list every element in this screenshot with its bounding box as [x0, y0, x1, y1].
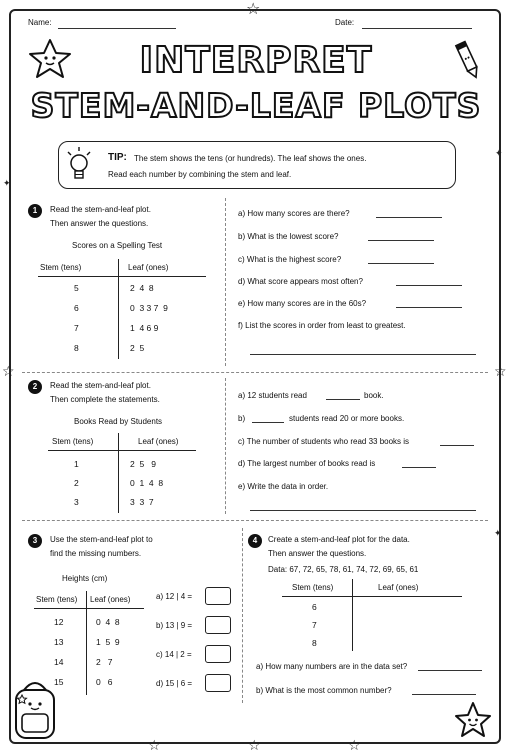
q2-header-rule — [48, 450, 196, 451]
q2-leaf: 0 1 4 8 — [130, 478, 164, 488]
q2-leaf: 2 5 9 — [130, 459, 156, 469]
q3-leaf-header: Leaf (ones) — [90, 595, 131, 604]
tip-box — [58, 141, 456, 189]
star-icon: ✦ — [3, 179, 11, 189]
q2-statement: e) Write the data in order. — [238, 482, 329, 491]
q2-statement: a) 12 students read — [238, 391, 307, 400]
q3-header-rule — [34, 608, 144, 609]
q1-question: e) How many scores are in the 60s? — [238, 299, 367, 308]
q3-answer-box[interactable] — [205, 645, 231, 663]
lightbulb-icon — [64, 146, 94, 186]
q4-stem: 6 — [312, 602, 317, 612]
q3-leaf: 2 7 — [96, 657, 113, 667]
name-line[interactable] — [58, 28, 176, 29]
section-divider — [225, 198, 226, 366]
title-line-1: INTERPRET — [139, 40, 373, 81]
q1-stem: 5 — [74, 283, 79, 293]
q3-stem: 15 — [54, 677, 64, 687]
q1-stem-header: Stem (tens) — [40, 263, 82, 272]
q1-question: d) What score appears most often? — [238, 277, 363, 286]
q3-stem-header: Stem (tens) — [36, 595, 78, 604]
star-icon: ☆ — [494, 364, 507, 380]
q2-blank[interactable] — [326, 399, 360, 400]
question-number-3: 3 — [28, 534, 42, 548]
star-icon: ☆ — [348, 738, 361, 754]
q3-stem-rule — [86, 591, 87, 695]
question-number-2: 2 — [28, 380, 42, 394]
q2-leaf: 3 3 7 — [130, 497, 154, 507]
q3-stem: 13 — [54, 637, 64, 647]
q4-answer-line[interactable] — [412, 694, 476, 695]
q1-question: f) List the scores in order from least to greatest. — [238, 321, 406, 330]
q1-answer-line[interactable] — [368, 240, 434, 241]
q1-question: c) What is the highest score? — [238, 255, 342, 264]
q3-leaf: 0 4 8 — [96, 617, 120, 627]
backpack-icon — [8, 678, 62, 742]
q4-instruction: Create a stem-and-leaf plot for the data. — [268, 535, 410, 544]
q2-stem: 1 — [74, 459, 79, 469]
q3-item: b) 13 | 9 = — [156, 621, 193, 630]
q2-table-title: Books Read by Students — [74, 417, 163, 426]
name-label: Name: — [28, 18, 52, 27]
q4-header-rule — [282, 596, 462, 597]
q2-statement: book. — [364, 391, 384, 400]
q1-answer-line[interactable] — [250, 354, 476, 355]
q1-stem: 8 — [74, 343, 79, 353]
q1-stem: 7 — [74, 323, 79, 333]
q2-blank[interactable] — [402, 467, 436, 468]
q3-item: d) 15 | 6 = — [156, 679, 193, 688]
section-divider — [242, 528, 243, 703]
q3-table-title: Heights (cm) — [62, 574, 108, 583]
q4-stem-header: Stem (tens) — [292, 583, 334, 592]
q3-leaf: 1 5 9 — [96, 637, 120, 647]
smiling-star-icon — [452, 700, 494, 740]
q1-leaf: 2 4 8 — [130, 283, 154, 293]
q2-statement: d) The largest number of books read is — [238, 459, 376, 468]
question-number-1: 1 — [28, 204, 42, 218]
q3-answer-box[interactable] — [205, 616, 231, 634]
q2-blank[interactable] — [440, 445, 474, 446]
star-icon: ✦ — [495, 149, 503, 159]
star-icon: ☆ — [246, 0, 261, 18]
q1-table-title: Scores on a Spelling Test — [72, 241, 163, 250]
q1-leaf: 0 3 3 7 9 — [130, 303, 168, 313]
star-icon: ☆ — [148, 738, 161, 754]
date-line[interactable] — [362, 28, 472, 29]
q3-stem: 12 — [54, 617, 64, 627]
q1-leaf: 1 4 6 9 — [130, 323, 159, 333]
star-icon: ☆ — [248, 738, 261, 754]
q1-leaf: 2 5 — [130, 343, 145, 353]
q1-answer-line[interactable] — [396, 307, 462, 308]
q2-blank[interactable] — [252, 422, 284, 423]
q4-stem: 7 — [312, 620, 317, 630]
q2-stem: 3 — [74, 497, 79, 507]
tip-line-2: Read each number by combining the stem and leaf. — [108, 170, 292, 179]
section-divider — [22, 372, 488, 373]
q4-answer-line[interactable] — [418, 670, 482, 671]
q1-leaf-header: Leaf (ones) — [128, 263, 169, 272]
q4-stem: 8 — [312, 638, 317, 648]
q1-stem-rule — [118, 259, 119, 359]
q2-instruction: Then complete the statements. — [50, 395, 160, 404]
q3-item: a) 12 | 4 = — [156, 592, 193, 601]
star-icon: ☆ — [2, 364, 15, 380]
q2-stem-rule — [118, 433, 119, 513]
q4-instruction: Then answer the questions. — [268, 549, 367, 558]
star-icon: ✦ — [494, 529, 502, 539]
q3-answer-box[interactable] — [205, 674, 231, 692]
q2-statement: c) The number of students who read 33 books is — [238, 437, 410, 446]
q1-answer-line[interactable] — [368, 263, 434, 264]
q1-question: a) How many scores are there? — [238, 209, 350, 218]
q2-statement: students read 20 or more books. — [289, 414, 405, 423]
q4-stem-rule — [352, 579, 353, 651]
date-label: Date: — [335, 18, 355, 27]
q3-item: c) 14 | 2 = — [156, 650, 192, 659]
q2-instruction: Read the stem-and-leaf plot. — [50, 381, 151, 390]
q2-leaf-header: Leaf (ones) — [138, 437, 179, 446]
section-divider — [225, 378, 226, 514]
q3-leaf: 0 6 — [96, 677, 113, 687]
q1-stem: 6 — [74, 303, 79, 313]
tip-line-1: The stem shows the tens (or hundreds). The leaf shows the ones. — [134, 154, 367, 163]
q3-instruction: Use the stem-and-leaf plot to — [50, 535, 153, 544]
q4-leaf-header: Leaf (ones) — [378, 583, 419, 592]
q3-stem: 14 — [54, 657, 64, 667]
section-divider — [22, 520, 488, 521]
title-line-2: STEM-AND-LEAF PLOTS — [30, 86, 482, 125]
question-number-4: 4 — [248, 534, 262, 548]
q4-question: b) What is the most common number? — [256, 686, 392, 695]
q1-question: b) What is the lowest score? — [238, 232, 339, 241]
q2-stem-header: Stem (tens) — [52, 437, 94, 446]
tip-label: TIP: — [108, 152, 127, 163]
q3-instruction: find the missing numbers. — [50, 549, 142, 558]
q1-answer-line[interactable] — [376, 217, 442, 218]
q2-answer-line[interactable] — [250, 510, 476, 511]
q3-answer-box[interactable] — [205, 587, 231, 605]
q2-statement: b) — [238, 414, 246, 423]
q4-data-line: Data: 67, 72, 65, 78, 61, 74, 72, 69, 65, 61 — [268, 565, 419, 574]
q1-instruction: Then answer the questions. — [50, 219, 149, 228]
q4-question: a) How many numbers are in the data set? — [256, 662, 408, 671]
q1-instruction: Read the stem-and-leaf plot. — [50, 205, 151, 214]
q2-stem: 2 — [74, 478, 79, 488]
q1-header-rule — [38, 276, 206, 277]
q1-answer-line[interactable] — [396, 285, 462, 286]
